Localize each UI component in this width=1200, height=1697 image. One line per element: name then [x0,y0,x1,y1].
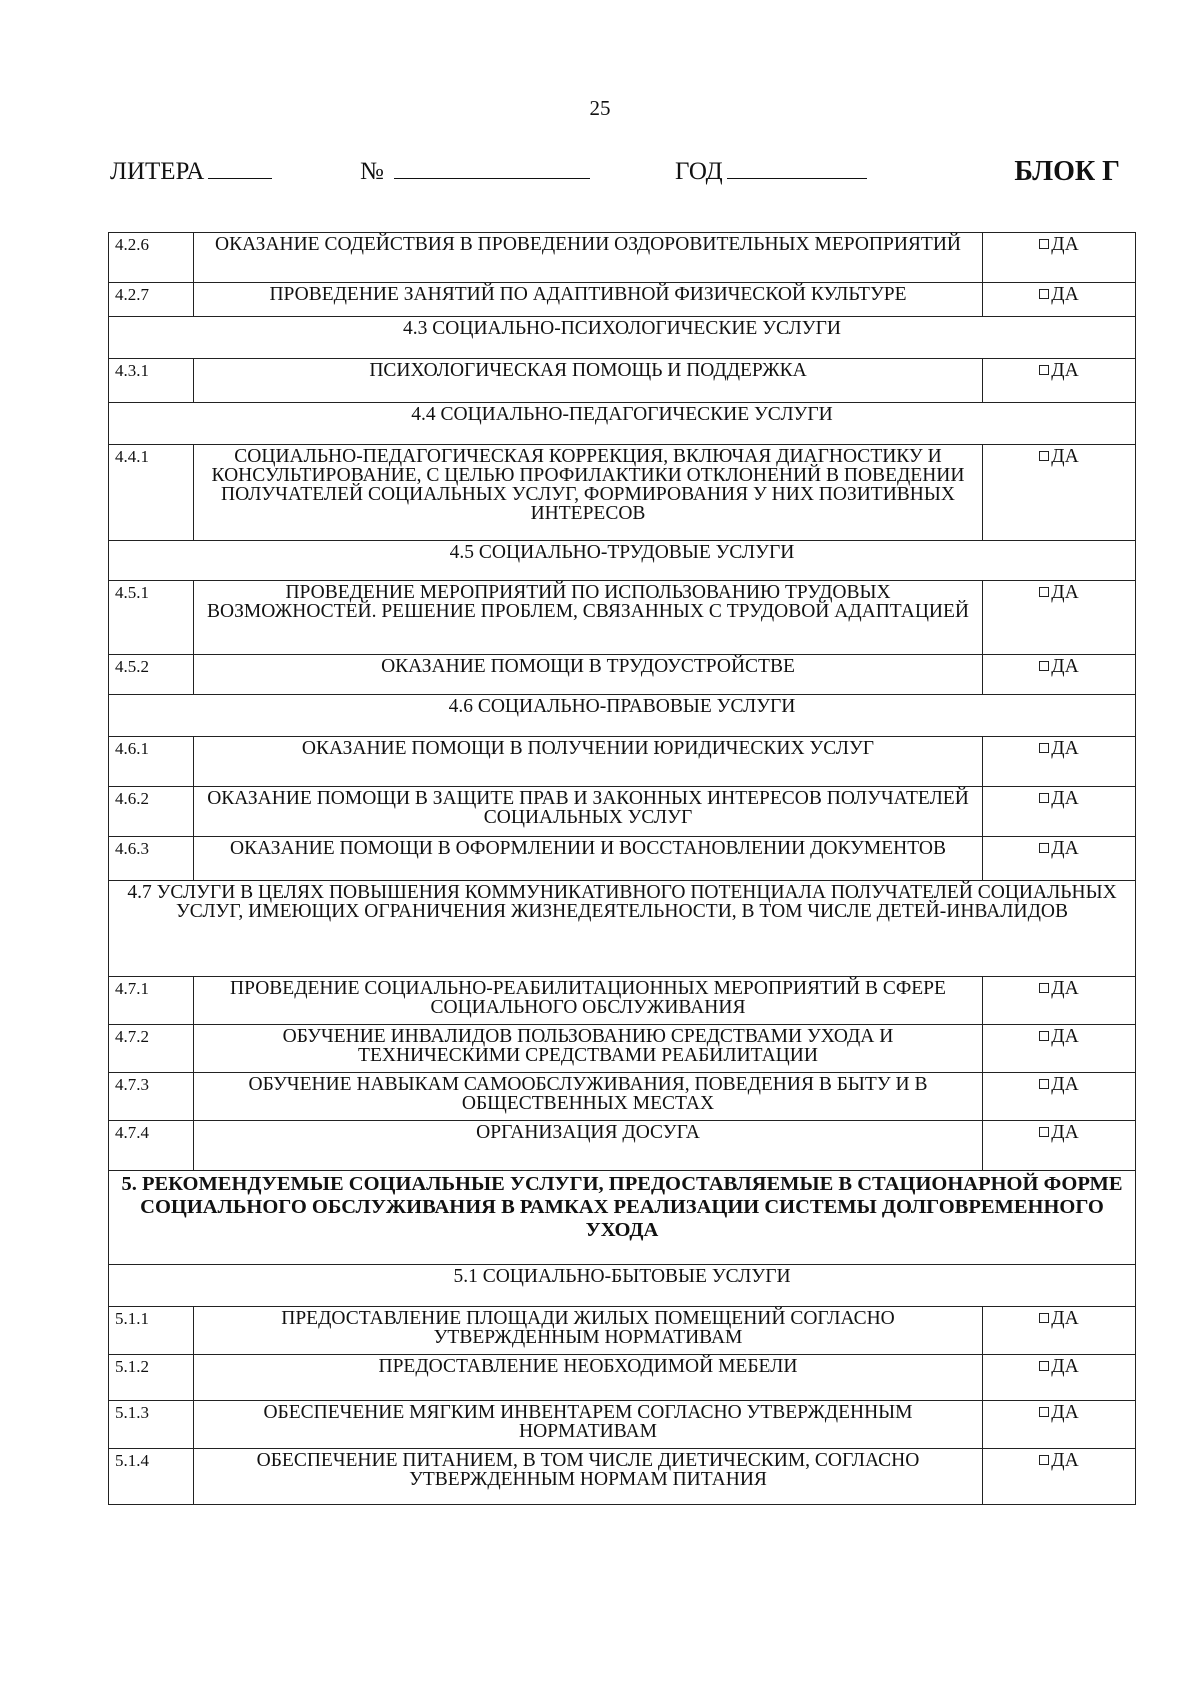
table-row [109,1449,1136,1505]
answer-cell [983,1401,1136,1449]
item-description: ОБЕСПЕЧЕНИЕ ПИТАНИЕМ, В ТОМ ЧИСЛЕ ДИЕТИЧЕСКИМ, СОГЛАСНО УТВЕРЖДЕННЫМ НОРМАМ ПИТАНИЯ [194,1449,983,1505]
answer-label: ДА [1051,1402,1079,1423]
checkbox-icon[interactable] [1039,289,1049,299]
answer-label: ДА [1051,1450,1079,1471]
item-description: ПРОВЕДЕНИЕ СОЦИАЛЬНО-РЕАБИЛИТАЦИОННЫХ МЕРОПРИЯТИЙ В СФЕРЕ СОЦИАЛЬНОГО ОБСЛУЖИВАНИЯ [194,977,983,1025]
answer-label: ДА [1051,446,1079,467]
answer-cell [983,233,1136,283]
answer-cell [983,283,1136,317]
item-number: 4.7.4 [109,1121,194,1171]
item-description: ОБУЧЕНИЕ НАВЫКАМ САМООБСЛУЖИВАНИЯ, ПОВЕДЕНИЯ В БЫТУ И В ОБЩЕСТВЕННЫХ МЕСТАХ [194,1073,983,1121]
answer-cell [983,837,1136,881]
answer-label: ДА [1051,1122,1079,1143]
answer-cell [983,1355,1136,1401]
litera-blank[interactable] [208,152,272,179]
answer-cell [983,655,1136,695]
item-number: 4.2.6 [109,233,194,283]
item-number: 4.7.3 [109,1073,194,1121]
litera-field [110,152,272,186]
checkbox-icon[interactable] [1039,587,1049,597]
table-row [109,737,1136,787]
table-row [109,787,1136,837]
checkbox-icon[interactable] [1039,1079,1049,1089]
section-heading: 4.7 УСЛУГИ В ЦЕЛЯХ ПОВЫШЕНИЯ КОММУНИКАТИВНОГО ПОТЕНЦИАЛА ПОЛУЧАТЕЛЕЙ СОЦИАЛЬНЫХ УСЛУГ, ИМЕЮЩИХ ОГРАНИЧЕНИЯ ЖИЗНЕДЕЯТЕЛЬНОСТИ, В ТОМ ЧИСЛЕ ДЕТЕЙ-ИНВАЛИДОВ [109,881,1136,977]
item-description: ОКАЗАНИЕ ПОМОЩИ В ЗАЩИТЕ ПРАВ И ЗАКОННЫХ ИНТЕРЕСОВ ПОЛУЧАТЕЛЕЙ СОЦИАЛЬНЫХ УСЛУГ [194,787,983,837]
answer-cell [983,737,1136,787]
item-number: 4.3.1 [109,359,194,403]
item-number: 4.5.1 [109,581,194,655]
item-number: 4.7.1 [109,977,194,1025]
checkbox-icon[interactable] [1039,793,1049,803]
answer-label: ДА [1051,1356,1079,1377]
section-heading: 4.6 СОЦИАЛЬНО-ПРАВОВЫЕ УСЛУГИ [109,695,1136,737]
checkbox-icon[interactable] [1039,661,1049,671]
table-row [109,1073,1136,1121]
item-description: ПСИХОЛОГИЧЕСКАЯ ПОМОЩЬ И ПОДДЕРЖКА [194,359,983,403]
section-row [109,317,1136,359]
section-row [109,541,1136,581]
answer-label: ДА [1051,1308,1079,1329]
checkbox-icon[interactable] [1039,1407,1049,1417]
page-number: 25 [589,96,611,120]
block-label: БЛОК Г [1014,156,1120,187]
checkbox-icon[interactable] [1039,1031,1049,1041]
section-row [109,1265,1136,1307]
answer-label: ДА [1051,978,1079,999]
item-number: 4.5.2 [109,655,194,695]
item-description: ОРГАНИЗАЦИЯ ДОСУГА [194,1121,983,1171]
table-row [109,977,1136,1025]
item-description: ОБУЧЕНИЕ ИНВАЛИДОВ ПОЛЬЗОВАНИЮ СРЕДСТВАМИ УХОДА И ТЕХНИЧЕСКИМИ СРЕДСТВАМИ РЕАБИЛИТАЦИИ [194,1025,983,1073]
item-number: 5.1.4 [109,1449,194,1505]
item-number: 4.6.2 [109,787,194,837]
checkbox-icon[interactable] [1039,843,1049,853]
item-number: 4.6.3 [109,837,194,881]
major-section-row [109,1171,1136,1265]
item-description: ОБЕСПЕЧЕНИЕ МЯГКИМ ИНВЕНТАРЕМ СОГЛАСНО УТВЕРЖДЕННЫМ НОРМАТИВАМ [194,1401,983,1449]
litera-label: ЛИТЕРА [110,158,205,185]
item-description: ПРОВЕДЕНИЕ МЕРОПРИЯТИЙ ПО ИСПОЛЬЗОВАНИЮ ТРУДОВЫХ ВОЗМОЖНОСТЕЙ. РЕШЕНИЕ ПРОБЛЕМ, СВЯЗАННЫХ С ТРУДОВОЙ АДАПТАЦИЕЙ [194,581,983,655]
number-label: № [360,158,384,185]
item-number: 5.1.1 [109,1307,194,1355]
item-number: 4.7.2 [109,1025,194,1073]
table-row [109,1025,1136,1073]
answer-label: ДА [1051,360,1079,381]
table-row [109,445,1136,541]
answer-label: ДА [1051,234,1079,255]
form-header [110,152,1120,192]
section-heading: 4.3 СОЦИАЛЬНО-ПСИХОЛОГИЧЕСКИЕ УСЛУГИ [109,317,1136,359]
checkbox-icon[interactable] [1039,1361,1049,1371]
item-description: ПРОВЕДЕНИЕ ЗАНЯТИЙ ПО АДАПТИВНОЙ ФИЗИЧЕСКОЙ КУЛЬТУРЕ [194,283,983,317]
major-section-heading: 5. РЕКОМЕНДУЕМЫЕ СОЦИАЛЬНЫЕ УСЛУГИ, ПРЕДОСТАВЛЯЕМЫЕ В СТАЦИОНАРНОЙ ФОРМЕ СОЦИАЛЬНОГО ОБСЛУЖИВАНИЯ В РАМКАХ РЕАЛИЗАЦИИ СИСТЕМЫ ДОЛГОВРЕМЕННОГО УХОДА [109,1171,1136,1265]
section-row [109,881,1136,977]
section-row [109,403,1136,445]
checkbox-icon[interactable] [1039,983,1049,993]
answer-cell [983,1307,1136,1355]
answer-label: ДА [1051,838,1079,859]
answer-label: ДА [1051,738,1079,759]
item-number: 5.1.3 [109,1401,194,1449]
services-table-body [109,233,1136,1505]
answer-cell [983,1449,1136,1505]
item-description: ПРЕДОСТАВЛЕНИЕ ПЛОЩАДИ ЖИЛЫХ ПОМЕЩЕНИЙ СОГЛАСНО УТВЕРЖДЕННЫМ НОРМАТИВАМ [194,1307,983,1355]
table-row [109,581,1136,655]
item-number: 5.1.2 [109,1355,194,1401]
answer-cell [983,1073,1136,1121]
item-description: ПРЕДОСТАВЛЕНИЕ НЕОБХОДИМОЙ МЕБЕЛИ [194,1355,983,1401]
checkbox-icon[interactable] [1039,1455,1049,1465]
item-description: ОКАЗАНИЕ ПОМОЩИ В ТРУДОУСТРОЙСТВЕ [194,655,983,695]
section-heading: 5.1 СОЦИАЛЬНО-БЫТОВЫЕ УСЛУГИ [109,1265,1136,1307]
answer-label: ДА [1051,582,1079,603]
item-description: ОКАЗАНИЕ ПОМОЩИ В ПОЛУЧЕНИИ ЮРИДИЧЕСКИХ УСЛУГ [194,737,983,787]
answer-label: ДА [1051,1074,1079,1095]
answer-label: ДА [1051,1026,1079,1047]
table-row [109,655,1136,695]
number-field [360,152,590,186]
item-number: 4.4.1 [109,445,194,541]
checkbox-icon[interactable] [1039,743,1049,753]
answer-cell [983,977,1136,1025]
checkbox-icon[interactable] [1039,365,1049,375]
table-row [109,283,1136,317]
answer-label: ДА [1051,284,1079,305]
answer-cell [983,359,1136,403]
number-blank[interactable] [394,152,590,179]
section-heading: 4.5 СОЦИАЛЬНО-ТРУДОВЫЕ УСЛУГИ [109,541,1136,581]
checkbox-icon[interactable] [1039,1313,1049,1323]
checkbox-icon[interactable] [1039,1127,1049,1137]
item-description: СОЦИАЛЬНО-ПЕДАГОГИЧЕСКАЯ КОРРЕКЦИЯ, ВКЛЮЧАЯ ДИАГНОСТИКУ И КОНСУЛЬТИРОВАНИЕ, С ЦЕЛЬЮ ПРОФИЛАКТИКИ ОТКЛОНЕНИЙ В ПОВЕДЕНИИ ПОЛУЧАТЕЛЕЙ СОЦИАЛЬНЫХ УСЛУГ, ФОРМИРОВАНИЯ У НИХ ПОЗИТИВНЫХ ИНТЕРЕСОВ [194,445,983,541]
table-row [109,1307,1136,1355]
year-label: ГОД [675,158,723,185]
table-row [109,1121,1136,1171]
answer-label: ДА [1051,656,1079,677]
item-number: 4.6.1 [109,737,194,787]
item-description: ОКАЗАНИЕ ПОМОЩИ В ОФОРМЛЕНИИ И ВОССТАНОВЛЕНИИ ДОКУМЕНТОВ [194,837,983,881]
table-row [109,837,1136,881]
answer-cell [983,1121,1136,1171]
table-row [109,359,1136,403]
item-number: 4.2.7 [109,283,194,317]
answer-cell [983,1025,1136,1073]
section-row [109,695,1136,737]
table-row [109,1401,1136,1449]
answer-cell [983,445,1136,541]
services-table [108,232,1136,1505]
table-row [109,1355,1136,1401]
checkbox-icon[interactable] [1039,451,1049,461]
answer-cell [983,787,1136,837]
year-blank[interactable] [727,152,867,179]
table-row [109,233,1136,283]
answer-label: ДА [1051,788,1079,809]
checkbox-icon[interactable] [1039,239,1049,249]
section-heading: 4.4 СОЦИАЛЬНО-ПЕДАГОГИЧЕСКИЕ УСЛУГИ [109,403,1136,445]
item-description: ОКАЗАНИЕ СОДЕЙСТВИЯ В ПРОВЕДЕНИИ ОЗДОРОВИТЕЛЬНЫХ МЕРОПРИЯТИЙ [194,233,983,283]
answer-cell [983,581,1136,655]
year-field [675,152,867,186]
